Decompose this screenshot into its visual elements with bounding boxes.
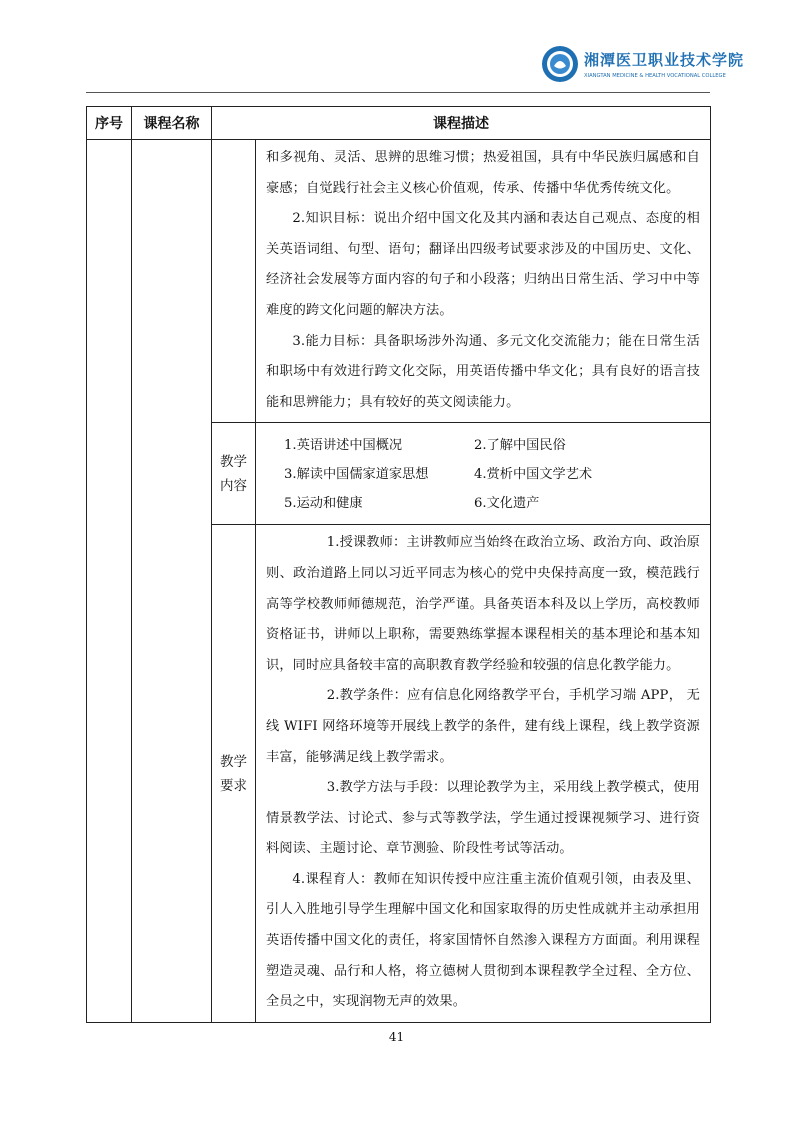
no-cell	[87, 140, 132, 1023]
page-number: 41	[388, 1030, 405, 1044]
objectives-cell	[256, 140, 711, 423]
content-item: 6.文化遗产	[474, 496, 540, 512]
logo-subtitle: XIANGTAN MEDICINE & HEALTH VOCATIONAL COLLEGE	[584, 73, 726, 79]
requirement-paragraph: 2.教学条件：应有信息化网络教学平台，手机学习端 APP， 无线 WIFI 网络环境等开展线上教学的条件，建有线上课程，线上教学资源丰富，能够满足线上教学需求。	[266, 688, 700, 765]
header-course-name: 课程名称	[132, 107, 212, 140]
content-label	[212, 423, 256, 525]
course-table	[86, 106, 711, 1023]
content-item: 2.了解中国民俗	[474, 438, 566, 454]
logo-title: 湘潭医卫职业技术学院	[584, 51, 745, 69]
header-course-desc: 课程描述	[212, 107, 711, 140]
objective-paragraph: 和多视角、灵活、思辨的思维习惯；热爱祖国，具有中华民族归属感和自豪感；自觉践行社会主义核心价值观，传承、传播中华优秀传统文化。	[266, 150, 700, 196]
content-item: 1.英语讲述中国概况	[284, 438, 403, 454]
objective-paragraph: 3.能力目标：具备职场涉外沟通、多元文化交流能力；能在日常生活和职场中有效进行跨文化交际，用英语传播中华文化；具有良好的语言技能和思辨能力；具有较好的英文阅读能力。	[266, 333, 700, 410]
objective-paragraph: 2.知识目标：说出介绍中国文化及其内涵和表达自己观点、态度的相关英语词组、句型、语句；翻译出四级考试要求涉及的中国历史、文化、经济社会发展等方面内容的句子和小段落；归纳出日常生活、学习中中等难度的跨文化问题的解决方法。	[266, 211, 700, 318]
header-no: 序号	[87, 107, 132, 140]
header-rule	[86, 92, 710, 93]
content-cell	[256, 423, 711, 525]
college-logo	[540, 44, 745, 84]
requirement-paragraph: 3.教学方法与手段：以理论教学为主，采用线上教学模式，使用情景教学法、讨论式、参与式等教学法，学生通过授课视频学习、进行资料阅读、主题讨论、章节测验、阶段性考试等活动。	[266, 780, 700, 857]
requirement-paragraph: 4.课程育人：教师在知识传授中应注重主流价值观引领，由表及里、引人入胜地引导学生理解中国文化和国家取得的历史性成就并主动承担用英语传播中国文化的责任，将家国情怀自然渗入课程方方面面。利用课程塑造灵魂、品行和人格，将立德树人贯彻到本课程教学全过程、全方位、全员之中，实现润物无声的效果。	[266, 871, 700, 1010]
content-item: 5.运动和健康	[284, 496, 363, 512]
content-label-text: 教学内容	[220, 453, 247, 494]
requirements-label-text: 教学要求	[220, 753, 247, 794]
requirement-paragraph: 1.授课教师：主讲教师应当始终在政治立场、政治方向、政治原则、政治道路上同以习近平同志为核心的党中央保持高度一致，模范践行高等学校教师师德规范，治学严谨。具备英语本科及以上学历，高校教师资格证书，讲师以上职称，需要熟练掌握本课程相关的基本理论和基本知识，同时应具备较丰富的高职教育教学经验和较强的信息化教学能力。	[266, 535, 700, 673]
requirements-label	[212, 525, 256, 1023]
requirements-cell	[256, 525, 711, 1023]
table-header-row	[87, 107, 711, 140]
objectives-row	[87, 140, 711, 423]
content-item: 4.赏析中国文学艺术	[474, 467, 593, 483]
objectives-label-cell	[212, 140, 256, 423]
course-name-cell	[132, 140, 212, 1023]
content-item: 3.解读中国儒家道家思想	[284, 467, 429, 483]
